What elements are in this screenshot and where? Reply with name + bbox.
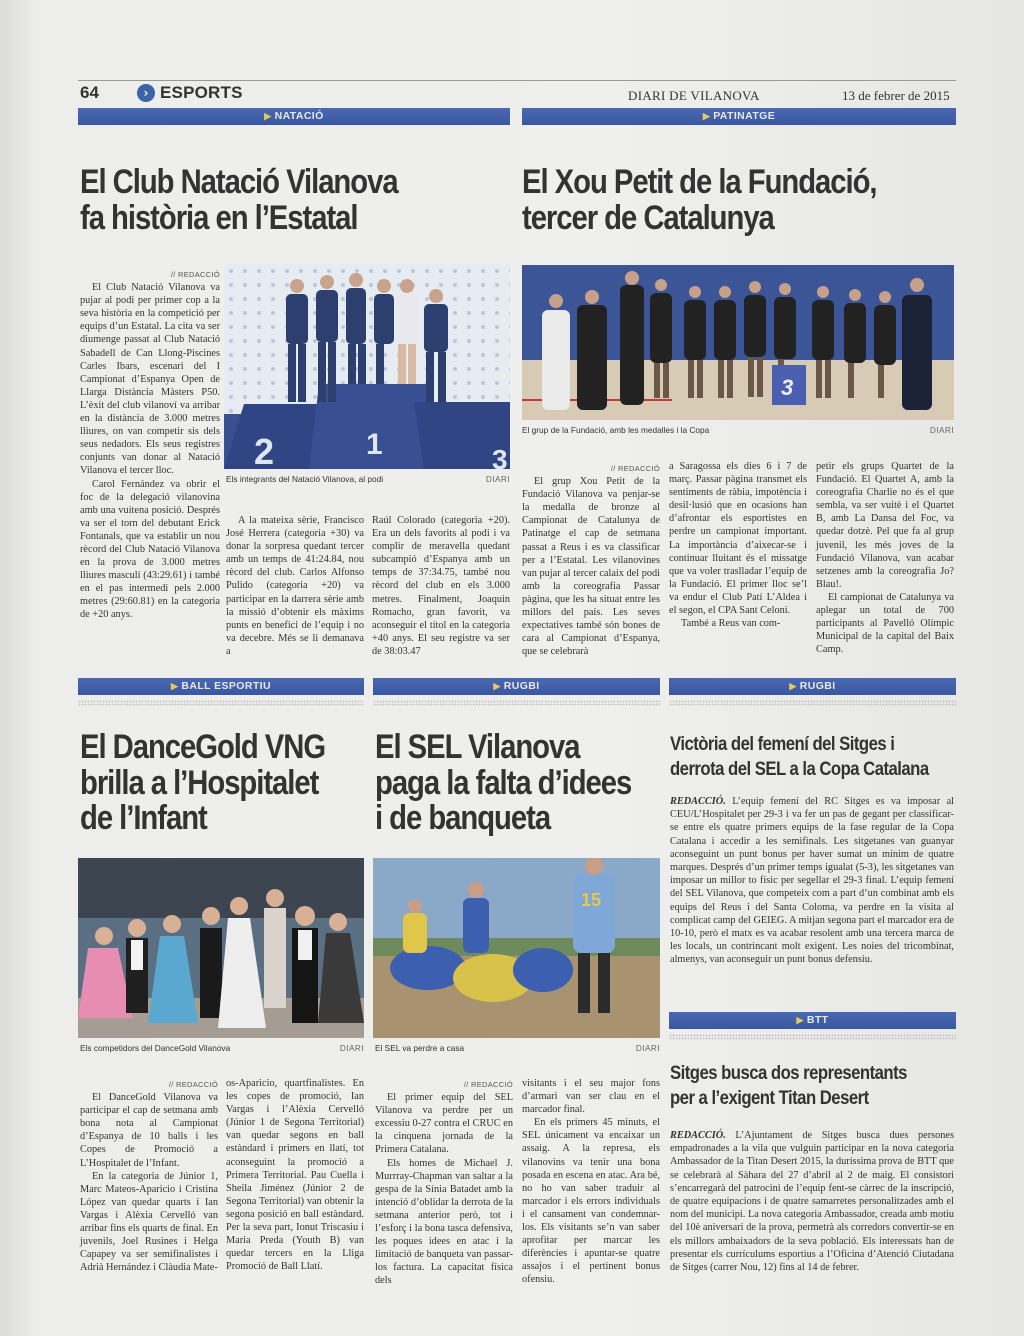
photo-credit: DIARI xyxy=(485,474,510,484)
photo-caption-rugbi xyxy=(375,1043,660,1053)
headline-ball xyxy=(80,730,325,837)
article-column xyxy=(80,268,220,622)
paragraph: petir els grups Quartet de la Fundació. El Quartet A, amb la coreografia Charlie no és el que sembla, va ser vuitè i el Quartet B, amb La Dansa del Foc, va quedar dotzè. Pel que fa al grup juvenil, les més joves de la Fundació Vilanova, van acabar setzenes amb la coreografia Jo? Blau!. xyxy=(816,461,954,590)
triangle-right-icon: ▶ xyxy=(702,111,711,121)
headline-line: paga la falta d’idees xyxy=(375,763,632,802)
section-label: BALL ESPORTIU xyxy=(181,680,271,692)
article-body-btt xyxy=(670,1129,954,1274)
rugby-scrum-illustration xyxy=(373,858,660,1038)
article-column xyxy=(372,514,510,658)
photo-caption-natacio xyxy=(226,474,510,484)
paragraph: El primer equip del SEL Vilanova va perdre per un excessiu 0-27 contra el CRUC en la cinquena jornada de la Primera Catalana. xyxy=(375,1092,513,1156)
headline-patinatge xyxy=(522,165,877,236)
headline-line: El Club Natació Vilanova xyxy=(80,163,398,201)
paragraph: En la categoria de Júnior 1, Marc Mateos-Aparicio i Cristina López van quedar quarts i Ian Vargas i Alèxia Cervelló van arribar fins els quarts de final. En juvenils, Joel Rusines i Helga Capapey va ser semifinalistes i Adrià Hernández i Clàudia Mate- xyxy=(80,1170,218,1274)
photo-patinatge-group xyxy=(522,265,954,420)
headline-line: El SEL Vilanova xyxy=(375,728,580,766)
photo-credit: DIARI xyxy=(929,425,954,435)
chevron-right-circle-icon: › xyxy=(137,84,155,102)
headline-rugbi-sel xyxy=(375,730,631,837)
article-column xyxy=(226,1077,364,1273)
page-number: 64 xyxy=(80,83,99,102)
headline-line: tercer de Catalunya xyxy=(522,198,774,237)
newspaper-name: DIARI DE VILANOVA xyxy=(628,88,760,103)
article-column xyxy=(522,1077,660,1287)
section-bar-natacio xyxy=(78,108,510,125)
paragraph: L’equip femení del RC Sitges es va imposar al CEU/L’Hospitalet per 29-3 i va fer un pas de gegant per classificar-se entre els quatre primers equips de la fase regular de la Copa Catalana i accedir a les semifinals. Les sitgetanes van guanyar aconseguint un punt bonus per haver sumat un mínim de quatre marques. Després d’un primer temps igualat (5-3), les sitgetanes van imposar un millor to físic per segellar el 29-3 final. L’equip femení del SEL Vilanova, que competeix com a part d’un combinat amb els equips del Reus i del Santa Coloma, va perdre en la visita al complicat camp del GEIEG. A mitjan segona part el marcador era de 10-10, però el matx es va acabar resolent amb una tercera marca de les locals, un contrincant molt exigent. Les noies del tricombinat, almenys, van aconseguir un punt bonus defensiu. xyxy=(670,796,954,966)
paragraph: L’Ajuntament de Sitges busca dues persones empadronades a la vila que vulguin participar en la nova categoria Ambassador de la Titan Desert 2015, la duríssima prova de BTT que se celebrarà al Sàhara del 27 d’abril al 2 de maig. El consistori s’encarregarà del patrocini de l’equip fent-se càrrec de la inscripció, de quatre equipacions i de quatre samarretes personalitzades amb el nom del municipi. La nova categoria Ambassador, creada amb motiu del 10è aniversari de la prova, permetrà als corredors convertir-se en els millors ambaixadors de la seva població. Els interessats han de presentar els currículums esportius a l’Oficina d’Atenció Ciutadana de Sitges (carrer Nou, 12) fins al 14 de febrer. xyxy=(670,1130,955,1274)
photo-credit: DIARI xyxy=(339,1043,364,1053)
section-bar-rugbi xyxy=(373,678,660,695)
photo-caption-ball xyxy=(80,1043,364,1053)
paragraph: Carol Fernández va obrir el foc de la delegació vilanovina amb una vuitena posició. Després va ser el torn del debutant Erick Fontanals, que va establir un nou rècord del Club Natació Vilanova en la prova de 3.000 metres lliures masculí (43:29.61) i també en el pas intermedi pels 2.000 metres (29:60.81) en la categoria de +20 anys. xyxy=(80,478,220,621)
article-body-rugbi-femeni xyxy=(670,795,954,967)
caption-text: Els integrants del Natació Vilanova, al podi xyxy=(226,474,384,484)
headline-line: El DanceGold VNG xyxy=(80,728,326,766)
photo-rugbi xyxy=(373,858,660,1038)
header-rule xyxy=(78,80,956,81)
photo-natacio-podium xyxy=(224,264,510,469)
podium-number-1: 1 xyxy=(366,428,383,461)
photo-caption-patinatge xyxy=(522,425,954,435)
headline-line: derrota del SEL a la Copa Catalana xyxy=(670,758,929,780)
podium-number-2: 2 xyxy=(254,431,275,469)
paragraph: En els primers 45 minuts, el SEL únicament va encaixar un assaig. A la represa, els vilanovins va tenir una bona posada en escena en atac. Ara bé, no ho van saber traduir al marcador i els errors individuals i el cansament van condemnar-los. Els visitants se’n van saber aprofitar per marcar les diferències i apuntar-se quatre assajos i el pertinent bonus ofensiu. xyxy=(522,1117,660,1286)
paragraph: A la mateixa sèrie, Francisco José Herrera (categoria +30) va donar la sorpresa quedant tercer amb un temps de 41:24.84, nou rècord del club. Carlos Alfonso Pulido (categoria +20) va participar en la darrera sèrie amb la missió d’obtenir els màxims punts en benefici de l’equip i no va decebre. Més se li demanava a xyxy=(226,515,364,657)
headline-rugbi-femeni xyxy=(670,733,929,782)
section-label: BTT xyxy=(806,1014,829,1026)
headline-line: de l’Infant xyxy=(80,799,207,838)
dotted-divider xyxy=(373,700,660,706)
headline-line: Sitges busca dos representants xyxy=(670,1063,907,1084)
section-name: ESPORTS xyxy=(160,83,243,102)
byline: // REDACCIÓ xyxy=(610,464,660,473)
paragraph: El campionat de Catalunya va aplegar un total de 700 participants al Pavelló Olímpic Municipal de la capital del Baix Camp. xyxy=(816,591,954,656)
byline: // REDACCIÓ xyxy=(170,270,220,279)
section-bar-patinatge xyxy=(522,108,956,125)
podium-illustration xyxy=(224,264,510,469)
article-column xyxy=(669,460,807,630)
lead-in: REDACCIÓ. xyxy=(670,796,726,807)
headline-line: Victòria del femení del Sitges i xyxy=(670,734,895,755)
headline-natacio xyxy=(80,165,398,236)
headline-line: per a l’exigent Titan Desert xyxy=(670,1087,869,1109)
section-bar-rugbi xyxy=(669,678,956,695)
dotted-divider xyxy=(669,700,956,706)
headline-line: brilla a l’Hospitalet xyxy=(80,763,319,802)
jersey-number: 15 xyxy=(581,890,602,910)
article-column xyxy=(816,460,954,656)
caption-text: El SEL va perdre a casa xyxy=(375,1043,465,1053)
section-bar-btt xyxy=(669,1012,956,1029)
section-label: PATINATGE xyxy=(713,110,776,122)
paragraph: os-Aparicio, quartfinalistes. En les copes de promoció, Ian Vargas i l’Alèxia Cervelló (Júnior 1 de Segona Territorial) van quedar segons en ball estàndard i primers en llatí, tot aconseguint la promoció a Primera Territorial. Pau Cuella i Sheila Jiménez (Júnior 2 de Segona Territorial) van obtenir la segona posició en ball estàndard. Per la seva part, Ionut Triscasiu i Maria Preda (Youth B) van quedar tercers en la Lliga Promoció de Ball Llatí. xyxy=(226,1078,364,1273)
skating-group-illustration xyxy=(522,265,954,420)
dancers-illustration xyxy=(78,858,364,1038)
article-column xyxy=(375,1078,513,1288)
paragraph: Raúl Colorado (categoria +20). Era un dels favorits al podi i va complir de meravella quedant subcampió d’Espanya amb un temps de 37:34.75, també nou rècord del club en els 3.000 metres. Finalment, Joaquin Romacho, gran favorit, va aconseguir el títol en la categoria +40 anys. El seu registre va ser de 38:03.47 xyxy=(372,515,510,657)
headline-line: i de banqueta xyxy=(375,799,551,838)
headline-btt xyxy=(670,1062,907,1111)
caption-text: El grup de la Fundació, amb les medalles i la Copa xyxy=(522,425,710,435)
lead-in: REDACCIÓ. xyxy=(670,1130,726,1141)
paragraph: El DanceGold Vilanova va participar el cap de setmana amb bona nota al Campionat d’Espanya de 10 balls i les Copes de Promoció a L’Hospitalet de l’Infant. xyxy=(80,1092,218,1169)
caption-text: Els competidors del DanceGold Vilanova xyxy=(80,1043,231,1053)
byline: // REDACCIÓ xyxy=(463,1080,513,1089)
paragraph: visitants i el seu major fons d’armari van ser clau en el marcador final. xyxy=(522,1078,660,1116)
dotted-divider xyxy=(669,1034,956,1040)
paragraph: El Club Natació Vilanova va pujar al podi per primer cop a la seva història en la competició per equips d’un Estatal. La cita va ser diumenge passat al Club Natació Sabadell de Can Llong-Piscines Carles Ibars, escenari del I Campionat d’Espanya Open de Llarga Distància Màsters P50. L’èxit del club vilanoví va arribar en la distància de 3.000 metres lliures, on van competir sis dels seus nedadors. Els seus registres conjunts van donar al Natació Vilanova el tercer lloc. xyxy=(80,282,220,477)
section-label: NATACIÓ xyxy=(274,110,324,122)
photo-dancegold xyxy=(78,858,364,1038)
podium-number-3: 3 xyxy=(492,444,508,469)
publication-date: 13 de febrer de 2015 xyxy=(842,88,950,103)
triangle-right-icon: ▶ xyxy=(171,681,179,691)
triangle-right-icon: ▶ xyxy=(789,681,797,691)
byline: // REDACCIÓ xyxy=(168,1080,218,1089)
headline-line: fa història en l’Estatal xyxy=(80,198,358,237)
paragraph: a Saragossa els dies 6 i 7 de març. Passar pàgina transmet els sentiments de ràbia, impotència i desil·lusió que en ocasions han d’afrontar els esportistes en perdre un campionat important. La importància d’aixecar-se i continuar lluitant és el missatge que va voler traslladar l’equip de la Fundació. El primer lloc se’l va endur el Club Patí L’Aldea i el segon, el CPA Sant Celoni. xyxy=(669,461,807,617)
paragraph: El grup Xou Petit de la Fundació Vilanova va penjar-se la medalla de bronze al Campionat de Catalunya de Patinatge el cap de setmana passat a Reus i es va classificar per a l’Estatal. Les vilanovines van pujar al tercer calaix del podi amb la coreografia Passar pàgina, que les ha situat entre les millors del país. Les seves expectatives també són bones de cara al Campionat d’Espanya, que se celebrarà xyxy=(522,476,660,658)
section-label: RUGBI xyxy=(503,680,540,692)
triangle-right-icon: ▶ xyxy=(493,681,501,691)
article-column xyxy=(522,462,660,658)
article-column xyxy=(80,1078,218,1274)
headline-line: El Xou Petit de la Fundació, xyxy=(522,163,877,201)
section-label: RUGBI xyxy=(799,680,836,692)
triangle-right-icon: ▶ xyxy=(264,111,272,121)
podium-number-3: 3 xyxy=(781,375,794,400)
section-bar-ball-esportiu xyxy=(78,678,364,695)
article-column xyxy=(226,514,364,658)
paragraph: Els homes de Michael J. Murrray-Chapman van saltar a la gespa de la Sínia Batadet amb la intenció d’oblidar la derrota de la setmana anterior però, tot i l’esforç i la bona tasca defensiva, les poques idees en atac i la limitació de banqueta van passar-los factura. La capacitat física dels xyxy=(375,1157,513,1287)
dotted-divider xyxy=(78,700,364,706)
photo-credit: DIARI xyxy=(635,1043,660,1053)
triangle-right-icon: ▶ xyxy=(796,1015,804,1025)
paragraph: També a Reus van com- xyxy=(681,618,781,630)
